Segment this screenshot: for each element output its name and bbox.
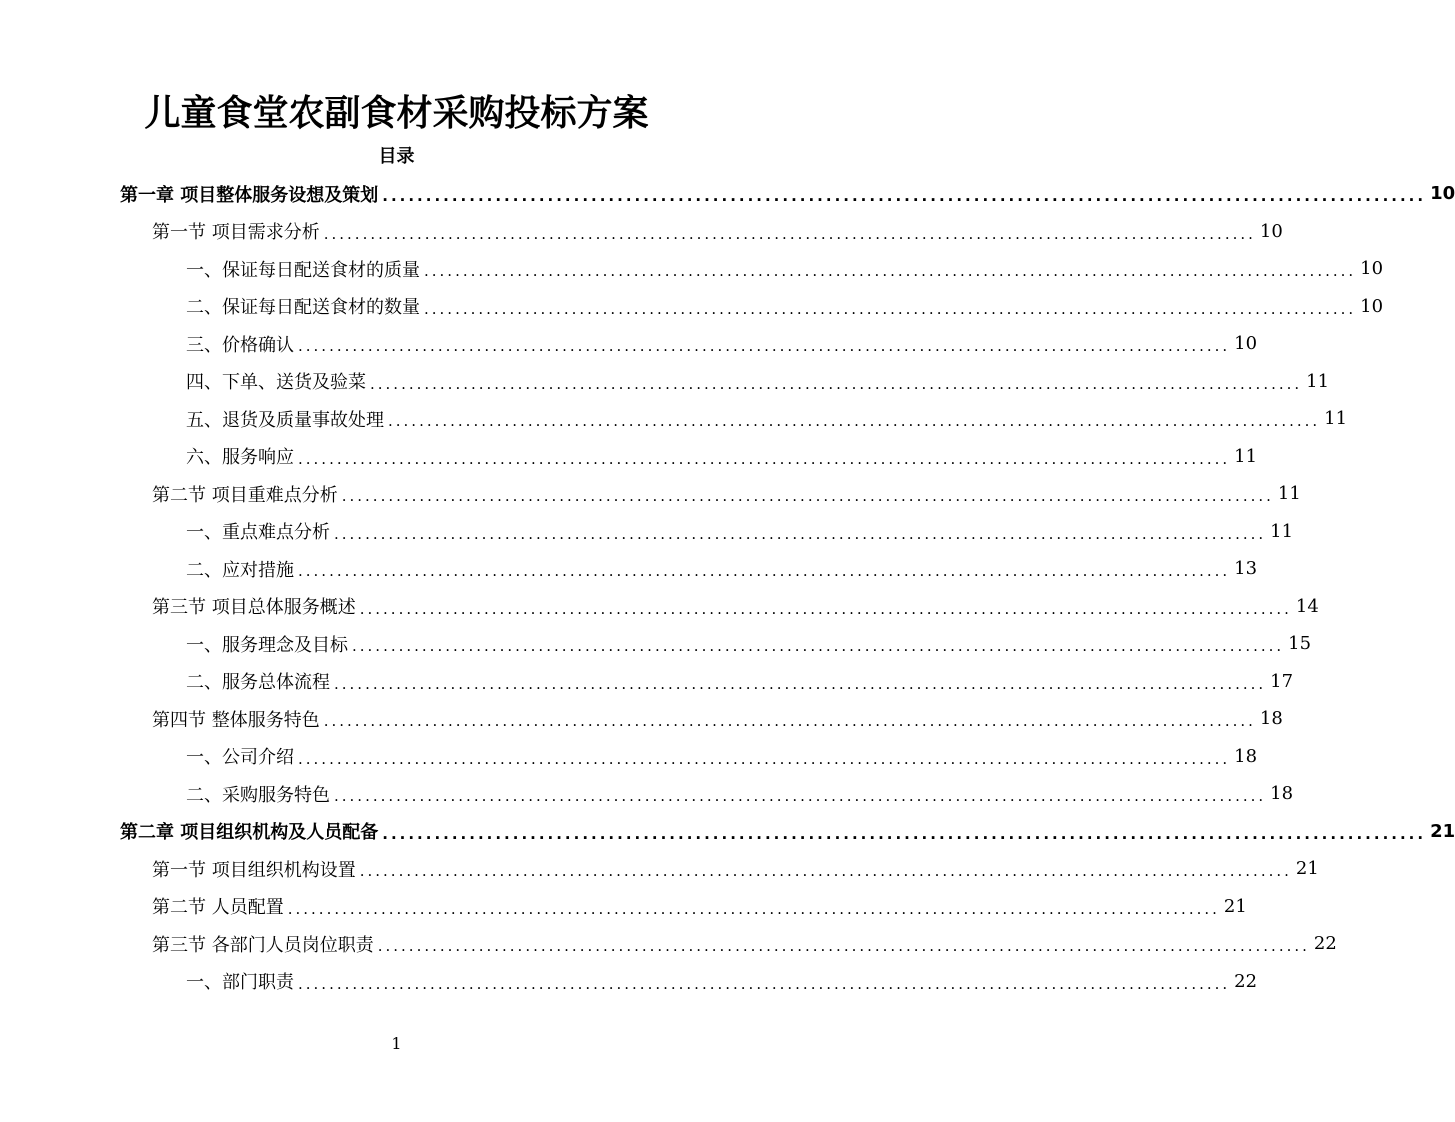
- toc-entry[interactable]: [0, 813, 1455, 851]
- toc-dot-leader: ........................................................................................................................: [323, 712, 1256, 731]
- toc-entry-label: 一、公司介绍: [186, 747, 294, 769]
- toc-entry[interactable]: [0, 213, 1283, 251]
- toc-entry-page-number: 17: [1270, 670, 1294, 692]
- toc-entry-inner: [186, 363, 1330, 401]
- toc-entry-label: 三、价格确认: [186, 334, 294, 356]
- toc-entry-label: 第一章 项目整体服务设想及策划: [120, 184, 379, 206]
- toc-dot-leader: ........................................................................................................................: [334, 524, 1267, 543]
- toc-entry-inner: [186, 400, 1348, 438]
- toc-dot-leader: ........................................................................................................................: [298, 449, 1231, 468]
- toc-entry-label: 二、采购服务特色: [186, 784, 330, 806]
- toc-entry-inner: [152, 700, 1283, 738]
- toc-entry-page-number: 13: [1234, 558, 1258, 580]
- toc-dot-leader: ........................................................................................................................: [359, 599, 1292, 618]
- toc-entry-inner: [152, 888, 1247, 926]
- toc-dot-leader: ........................................................................................................................: [298, 974, 1231, 993]
- toc-entry[interactable]: [0, 475, 1301, 513]
- toc-entry[interactable]: [0, 775, 1294, 813]
- toc-entry-page-number: 18: [1259, 708, 1283, 730]
- toc-entry[interactable]: [0, 325, 1258, 363]
- toc-entry-inner: [186, 250, 1384, 288]
- toc-entry-label: 一、服务理念及目标: [186, 634, 348, 656]
- toc-entry-inner: [120, 175, 1455, 213]
- toc-entry-label: 五、退货及质量事故处理: [186, 409, 384, 431]
- toc-dot-leader: ........................................................................................................................: [424, 299, 1357, 318]
- toc-dot-leader: ........................................................................................................................: [352, 637, 1285, 656]
- toc-entry[interactable]: [0, 925, 1337, 963]
- toc-entry-inner: [120, 813, 1455, 851]
- toc-entry-label: 二、应对措施: [186, 559, 294, 581]
- toc-dot-leader: ........................................................................................................................: [334, 674, 1267, 693]
- toc-entry-label: 第一节 项目需求分析: [152, 222, 320, 244]
- toc-entry-label: 一、保证每日配送食材的质量: [186, 259, 420, 281]
- toc-dot-leader: ........................................................................................................................: [382, 824, 1427, 843]
- toc-entry-label: 第二章 项目组织机构及人员配备: [120, 822, 379, 844]
- toc-entry-label: 第二节 人员配置: [152, 897, 284, 919]
- toc-entry[interactable]: [0, 738, 1258, 776]
- toc-entry-page-number: 11: [1234, 445, 1258, 467]
- toc-entry[interactable]: [0, 288, 1384, 326]
- toc-heading: 目录: [378, 146, 415, 167]
- toc-entry-label: 四、下单、送货及验菜: [186, 372, 366, 394]
- toc-entry-page-number: 10: [1360, 295, 1384, 317]
- toc-entry-inner: [186, 625, 1312, 663]
- toc-entry-label: 二、服务总体流程: [186, 672, 330, 694]
- toc-dot-leader: ........................................................................................................................: [298, 337, 1231, 356]
- toc-entry-page-number: 11: [1277, 483, 1301, 505]
- toc-dot-leader: ........................................................................................................................: [424, 262, 1357, 281]
- toc-entry-inner: [152, 213, 1283, 251]
- toc-entry[interactable]: [0, 513, 1294, 551]
- toc-dot-leader: ........................................................................................................................: [323, 224, 1256, 243]
- toc-dot-leader: ........................................................................................................................: [382, 187, 1427, 206]
- toc-entry-inner: [186, 550, 1258, 588]
- toc-entry[interactable]: [0, 700, 1283, 738]
- toc-entry-page-number: 11: [1306, 370, 1330, 392]
- toc-entry-page-number: 22: [1313, 933, 1337, 955]
- toc-entry-inner: [186, 663, 1294, 701]
- toc-dot-leader: ........................................................................................................................: [298, 562, 1231, 581]
- toc-entry[interactable]: [0, 625, 1312, 663]
- toc-entry-page-number: 15: [1288, 633, 1312, 655]
- toc-dot-leader: ........................................................................................................................: [359, 862, 1292, 881]
- toc-entry-page-number: 10: [1360, 258, 1384, 280]
- toc-entry[interactable]: [0, 850, 1319, 888]
- toc-entry-page-number: 18: [1270, 783, 1294, 805]
- toc-entry-inner: [152, 850, 1319, 888]
- toc-entry-label: 六、服务响应: [186, 447, 294, 469]
- toc-entry-inner: [186, 325, 1258, 363]
- toc-entry-inner: [186, 775, 1294, 813]
- toc-dot-leader: ........................................................................................................................: [334, 787, 1267, 806]
- toc-entry[interactable]: [0, 588, 1319, 626]
- toc-entry-page-number: 11: [1324, 408, 1348, 430]
- toc-entry[interactable]: [0, 550, 1258, 588]
- toc-entry-page-number: 10: [1234, 333, 1258, 355]
- toc-entry[interactable]: [0, 663, 1294, 701]
- toc-entry-inner: [186, 438, 1258, 476]
- toc-entry[interactable]: [0, 963, 1258, 1001]
- toc-dot-leader: ........................................................................................................................: [341, 487, 1274, 506]
- toc-dot-leader: ........................................................................................................................: [377, 937, 1310, 956]
- toc-dot-leader: ........................................................................................................................: [370, 374, 1303, 393]
- toc-entry-inner: [186, 288, 1384, 326]
- toc-dot-leader: ........................................................................................................................: [298, 749, 1231, 768]
- toc-entry-label: 二、保证每日配送食材的数量: [186, 297, 420, 319]
- footer-page-number: 1: [391, 1034, 402, 1053]
- toc-entry-label: 第三节 各部门人员岗位职责: [152, 934, 374, 956]
- toc-entry-inner: [152, 475, 1301, 513]
- toc-entry-inner: [186, 738, 1258, 776]
- toc-entry-label: 第一节 项目组织机构设置: [152, 859, 356, 881]
- toc-entry[interactable]: [0, 175, 1455, 213]
- toc-dot-leader: ........................................................................................................................: [388, 412, 1321, 431]
- toc-entry-label: 一、部门职责: [186, 972, 294, 994]
- toc-entry-inner: [152, 925, 1337, 963]
- toc-dot-leader: ........................................................................................................................: [287, 899, 1220, 918]
- toc-entry-page-number: 11: [1270, 520, 1294, 542]
- toc-entry-label: 第二节 项目重难点分析: [152, 484, 338, 506]
- toc-entry-page-number: 14: [1295, 595, 1319, 617]
- toc-entry[interactable]: [0, 363, 1330, 401]
- toc-entry[interactable]: [0, 400, 1348, 438]
- toc-entry-page-number: 21: [1295, 858, 1319, 880]
- table-of-contents: [0, 175, 1455, 1000]
- toc-entry-page-number: 10: [1430, 183, 1455, 205]
- toc-entry-inner: [152, 588, 1319, 626]
- toc-entry-page-number: 18: [1234, 745, 1258, 767]
- toc-entry-page-number: 21: [1223, 895, 1247, 917]
- toc-entry[interactable]: [0, 438, 1258, 476]
- toc-entry[interactable]: [0, 250, 1384, 288]
- toc-entry[interactable]: [0, 888, 1247, 926]
- toc-entry-page-number: 22: [1234, 970, 1258, 992]
- toc-entry-inner: [186, 513, 1294, 551]
- document-title: 儿童食堂农副食材采购投标方案: [144, 93, 649, 134]
- toc-entry-inner: [186, 963, 1258, 1001]
- toc-entry-page-number: 21: [1430, 820, 1455, 842]
- toc-entry-label: 第三节 项目总体服务概述: [152, 597, 356, 619]
- toc-entry-label: 第四节 整体服务特色: [152, 709, 320, 731]
- toc-entry-label: 一、重点难点分析: [186, 522, 330, 544]
- toc-entry-page-number: 10: [1259, 220, 1283, 242]
